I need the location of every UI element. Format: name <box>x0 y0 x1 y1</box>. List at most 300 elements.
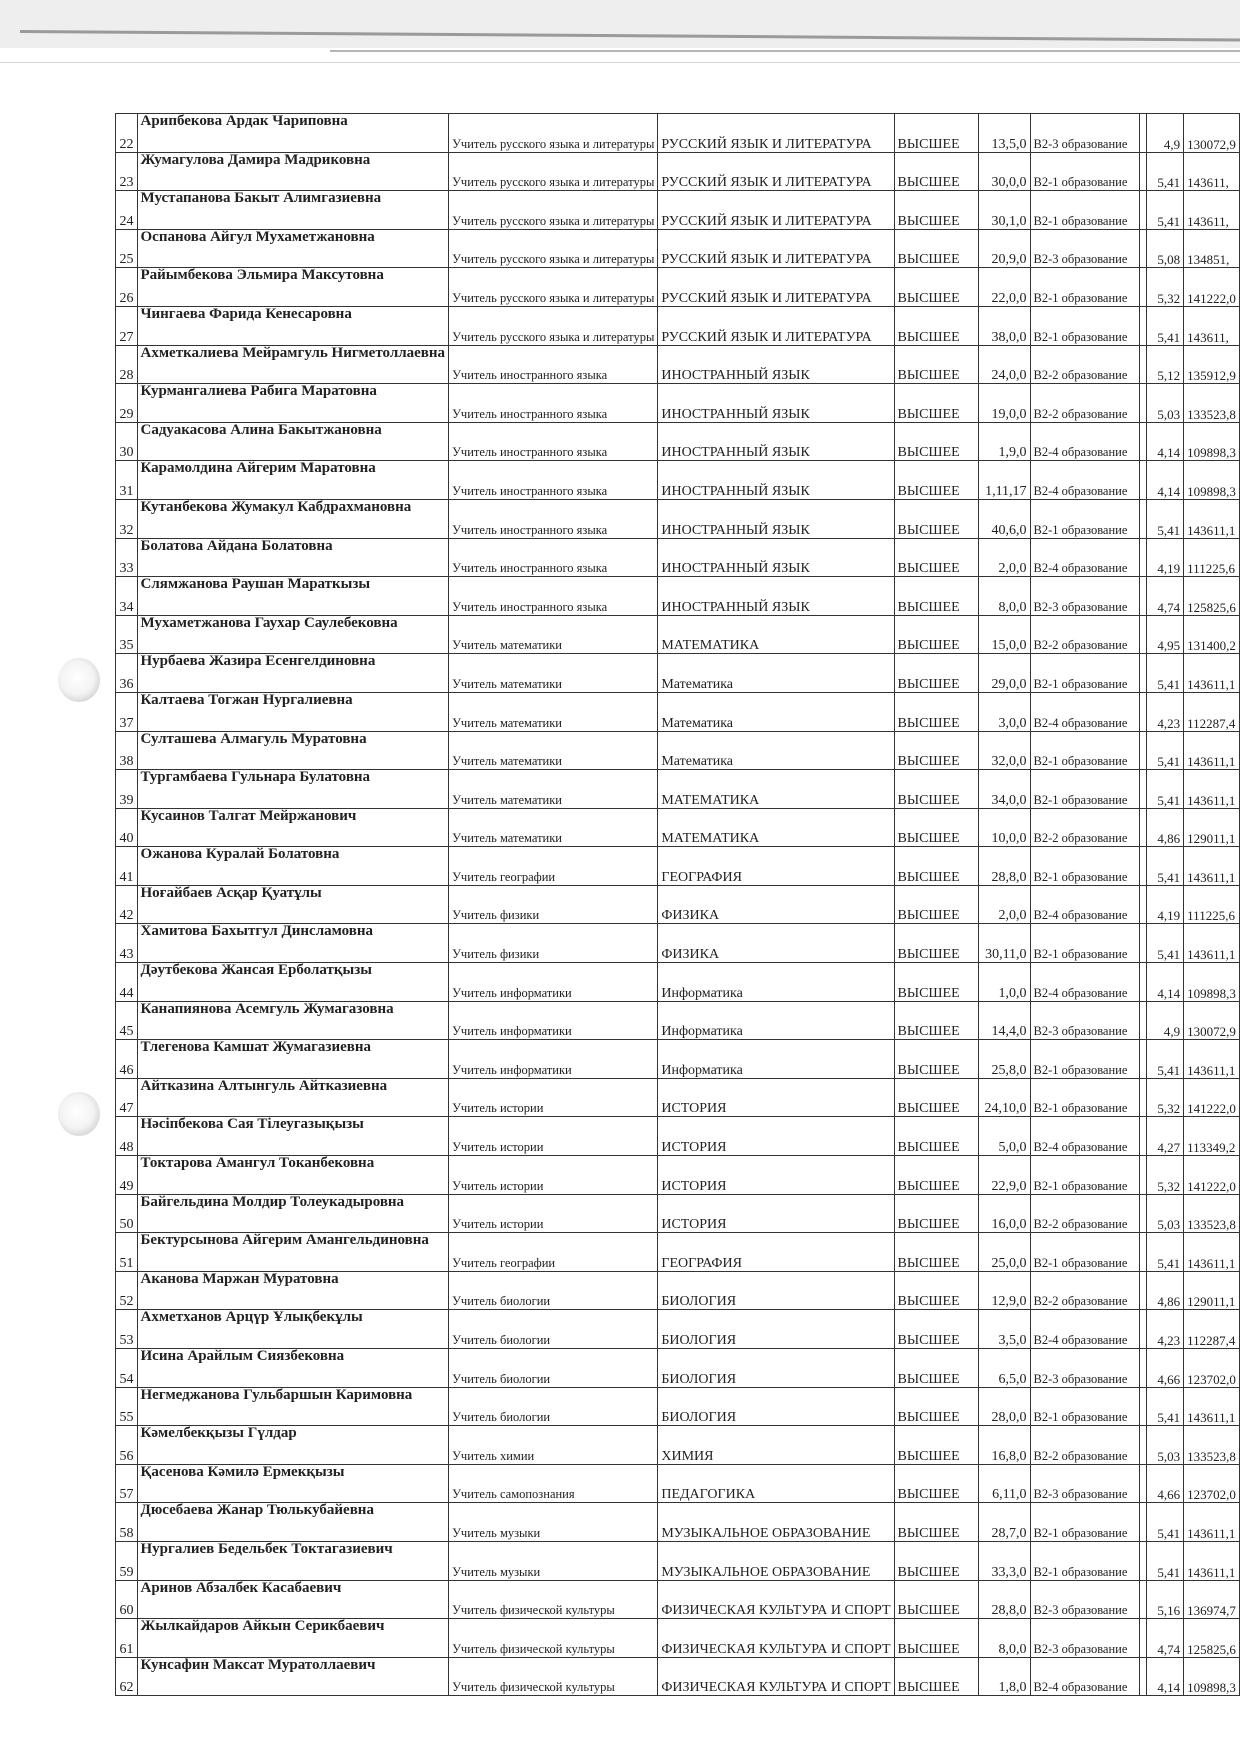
experience-cell: 24,10,0 <box>978 1078 1030 1117</box>
experience-cell: 1,11,17 <box>978 461 1030 500</box>
category-cell: В2-4 образование <box>1030 692 1139 731</box>
coefficient-cell: 4,95 <box>1146 615 1183 654</box>
coefficient-cell: 4,27 <box>1146 1117 1183 1156</box>
row-number: 32 <box>116 499 138 538</box>
position-cell: Учитель русского языка и литературы <box>449 306 658 345</box>
salary-cell: 143611,1 <box>1184 1040 1240 1079</box>
position-cell: Учитель географии <box>449 1233 658 1272</box>
education-cell: ВЫСШЕЕ <box>894 1503 978 1542</box>
teacher-name: Байгельдина Молдир Толеукадыровна <box>137 1194 449 1233</box>
salary-cell: 109898,3 <box>1184 1657 1240 1696</box>
teacher-name: Калтаева Тогжан Нургалиевна <box>137 692 449 731</box>
coefficient-cell: 5,41 <box>1146 1541 1183 1580</box>
coefficient-cell: 5,12 <box>1146 345 1183 384</box>
subject-cell: ХИМИЯ <box>658 1426 894 1465</box>
position-cell: Учитель биологии <box>449 1349 658 1388</box>
category-cell: В2-1 образование <box>1030 268 1139 307</box>
row-number: 29 <box>116 384 138 423</box>
teacher-name: Кусаинов Талгат Мейржанович <box>137 808 449 847</box>
category-cell: В2-3 образование <box>1030 229 1139 268</box>
experience-cell: 30,0,0 <box>978 152 1030 191</box>
position-cell: Учитель математики <box>449 692 658 731</box>
column-gap <box>1139 1657 1146 1696</box>
teacher-name: Мустапанова Бакыт Алимгазиевна <box>137 191 449 230</box>
salary-cell: 141222,0 <box>1184 1078 1240 1117</box>
row-number: 40 <box>116 808 138 847</box>
column-gap <box>1139 1156 1146 1195</box>
salary-cell: 130072,9 <box>1184 114 1240 153</box>
salary-cell: 112287,4 <box>1184 1310 1240 1349</box>
subject-cell: БИОЛОГИЯ <box>658 1310 894 1349</box>
row-number: 42 <box>116 885 138 924</box>
coefficient-cell: 4,74 <box>1146 1619 1183 1658</box>
position-cell: Учитель музыки <box>449 1503 658 1542</box>
teacher-name: Нургалиев Бедельбек Токтагазиевич <box>137 1541 449 1580</box>
category-cell: В2-2 образование <box>1030 808 1139 847</box>
subject-cell: ГЕОГРАФИЯ <box>658 1233 894 1272</box>
salary-cell: 133523,8 <box>1184 1426 1240 1465</box>
row-number: 59 <box>116 1541 138 1580</box>
subject-cell: ИНОСТРАННЫЙ ЯЗЫК <box>658 384 894 423</box>
category-cell: В2-1 образование <box>1030 1503 1139 1542</box>
salary-cell: 143611, <box>1184 152 1240 191</box>
category-cell: В2-1 образование <box>1030 731 1139 770</box>
salary-cell: 143611,1 <box>1184 924 1240 963</box>
category-cell: В2-3 образование <box>1030 1349 1139 1388</box>
education-cell: ВЫСШЕЕ <box>894 1078 978 1117</box>
coefficient-cell: 5,41 <box>1146 654 1183 693</box>
teacher-name: Дюсебаева Жанар Тюлькубайевна <box>137 1503 449 1542</box>
position-cell: Учитель истории <box>449 1194 658 1233</box>
subject-cell: ФИЗИЧЕСКАЯ КУЛЬТУРА И СПОРТ <box>658 1580 894 1619</box>
paper-edge-line <box>330 50 1240 52</box>
row-number: 35 <box>116 615 138 654</box>
experience-cell: 1,9,0 <box>978 422 1030 461</box>
experience-cell: 28,7,0 <box>978 1503 1030 1542</box>
experience-cell: 6,5,0 <box>978 1349 1030 1388</box>
paper-edge-line <box>0 62 1240 63</box>
table-row <box>116 1194 1240 1233</box>
subject-cell: РУССКИЙ ЯЗЫК И ЛИТЕРАТУРА <box>658 306 894 345</box>
subject-cell: БИОЛОГИЯ <box>658 1349 894 1388</box>
row-number: 52 <box>116 1271 138 1310</box>
subject-cell: ФИЗИЧЕСКАЯ КУЛЬТУРА И СПОРТ <box>658 1657 894 1696</box>
category-cell: В2-1 образование <box>1030 1040 1139 1079</box>
subject-cell: МАТЕМАТИКА <box>658 770 894 809</box>
experience-cell: 1,8,0 <box>978 1657 1030 1696</box>
experience-cell: 3,5,0 <box>978 1310 1030 1349</box>
column-gap <box>1139 114 1146 153</box>
education-cell: ВЫСШЕЕ <box>894 692 978 731</box>
row-number: 62 <box>116 1657 138 1696</box>
position-cell: Учитель истории <box>449 1078 658 1117</box>
teacher-name: Болатова Айдана Болатовна <box>137 538 449 577</box>
table-row <box>116 422 1240 461</box>
column-gap <box>1139 268 1146 307</box>
column-gap <box>1139 1349 1146 1388</box>
column-gap <box>1139 577 1146 616</box>
salary-cell: 134851, <box>1184 229 1240 268</box>
row-number: 31 <box>116 461 138 500</box>
position-cell: Учитель истории <box>449 1117 658 1156</box>
teacher-name: Садуакасова Алина Бакытжановна <box>137 422 449 461</box>
table-row <box>116 1426 1240 1465</box>
position-cell: Учитель биологии <box>449 1310 658 1349</box>
experience-cell: 5,0,0 <box>978 1117 1030 1156</box>
category-cell: В2-1 образование <box>1030 770 1139 809</box>
column-gap <box>1139 152 1146 191</box>
teacher-name: Слямжанова Раушан Мараткызы <box>137 577 449 616</box>
experience-cell: 16,8,0 <box>978 1426 1030 1465</box>
position-cell: Учитель физики <box>449 885 658 924</box>
row-number: 36 <box>116 654 138 693</box>
row-number: 47 <box>116 1078 138 1117</box>
category-cell: В2-1 образование <box>1030 191 1139 230</box>
teacher-name: Жылкайдаров Айкын Серикбаевич <box>137 1619 449 1658</box>
row-number: 22 <box>116 114 138 153</box>
salary-cell: 111225,6 <box>1184 885 1240 924</box>
salary-cell: 143611,1 <box>1184 1541 1240 1580</box>
table-row <box>116 1271 1240 1310</box>
subject-cell: МУЗЫКАЛЬНОЕ ОБРАЗОВАНИЕ <box>658 1541 894 1580</box>
teacher-name: Ожанова Куралай Болатовна <box>137 847 449 886</box>
column-gap <box>1139 1387 1146 1426</box>
experience-cell: 6,11,0 <box>978 1464 1030 1503</box>
table-row <box>116 1040 1240 1079</box>
salary-cell: 125825,6 <box>1184 577 1240 616</box>
table-row <box>116 114 1240 153</box>
column-gap <box>1139 1580 1146 1619</box>
table-row <box>116 1117 1240 1156</box>
column-gap <box>1139 1078 1146 1117</box>
teacher-name: Аканова Маржан Муратовна <box>137 1271 449 1310</box>
row-number: 45 <box>116 1001 138 1040</box>
position-cell: Учитель математики <box>449 615 658 654</box>
category-cell: В2-1 образование <box>1030 924 1139 963</box>
column-gap <box>1139 1426 1146 1465</box>
salary-cell: 143611, <box>1184 191 1240 230</box>
experience-cell: 1,0,0 <box>978 963 1030 1002</box>
category-cell: В2-2 образование <box>1030 1426 1139 1465</box>
staff-table-body <box>116 114 1240 1696</box>
subject-cell: ИСТОРИЯ <box>658 1194 894 1233</box>
teacher-name: Дәутбекова Жансая Ерболатқызы <box>137 963 449 1002</box>
category-cell: В2-4 образование <box>1030 538 1139 577</box>
row-number: 26 <box>116 268 138 307</box>
row-number: 38 <box>116 731 138 770</box>
position-cell: Учитель русского языка и литературы <box>449 152 658 191</box>
teacher-name: Тургамбаева Гульнара Булатовна <box>137 770 449 809</box>
education-cell: ВЫСШЕЕ <box>894 1001 978 1040</box>
category-cell: В2-1 образование <box>1030 847 1139 886</box>
education-cell: ВЫСШЕЕ <box>894 114 978 153</box>
position-cell: Учитель математики <box>449 731 658 770</box>
table-row <box>116 1387 1240 1426</box>
teacher-name: Мухаметжанова Гаухар Саулебековна <box>137 615 449 654</box>
education-cell: ВЫСШЕЕ <box>894 808 978 847</box>
salary-cell: 111225,6 <box>1184 538 1240 577</box>
category-cell: В2-3 образование <box>1030 114 1139 153</box>
experience-cell: 19,0,0 <box>978 384 1030 423</box>
experience-cell: 8,0,0 <box>978 1619 1030 1658</box>
column-gap <box>1139 461 1146 500</box>
education-cell: ВЫСШЕЕ <box>894 461 978 500</box>
subject-cell: Математика <box>658 731 894 770</box>
table-row <box>116 499 1240 538</box>
category-cell: В2-1 образование <box>1030 1156 1139 1195</box>
position-cell: Учитель русского языка и литературы <box>449 114 658 153</box>
subject-cell: ИСТОРИЯ <box>658 1156 894 1195</box>
subject-cell: Информатика <box>658 1040 894 1079</box>
teacher-name: Оспанова Айгул Мухаметжановна <box>137 229 449 268</box>
subject-cell: РУССКИЙ ЯЗЫК И ЛИТЕРАТУРА <box>658 152 894 191</box>
salary-cell: 143611,1 <box>1184 654 1240 693</box>
table-row <box>116 1156 1240 1195</box>
column-gap <box>1139 422 1146 461</box>
row-number: 37 <box>116 692 138 731</box>
experience-cell: 14,4,0 <box>978 1001 1030 1040</box>
position-cell: Учитель химии <box>449 1426 658 1465</box>
table-row <box>116 538 1240 577</box>
table-row <box>116 306 1240 345</box>
column-gap <box>1139 654 1146 693</box>
education-cell: ВЫСШЕЕ <box>894 1387 978 1426</box>
education-cell: ВЫСШЕЕ <box>894 422 978 461</box>
teacher-name: Чингаева Фарида Кенесаровна <box>137 306 449 345</box>
coefficient-cell: 4,23 <box>1146 692 1183 731</box>
subject-cell: ИНОСТРАННЫЙ ЯЗЫК <box>658 499 894 538</box>
coefficient-cell: 5,03 <box>1146 1426 1183 1465</box>
category-cell: В2-3 образование <box>1030 1580 1139 1619</box>
subject-cell: ФИЗИКА <box>658 885 894 924</box>
column-gap <box>1139 306 1146 345</box>
row-number: 39 <box>116 770 138 809</box>
coefficient-cell: 4,23 <box>1146 1310 1183 1349</box>
education-cell: ВЫСШЕЕ <box>894 1580 978 1619</box>
top-paper-shadow <box>0 0 1240 48</box>
category-cell: В2-1 образование <box>1030 1078 1139 1117</box>
column-gap <box>1139 615 1146 654</box>
position-cell: Учитель русского языка и литературы <box>449 191 658 230</box>
category-cell: В2-3 образование <box>1030 1464 1139 1503</box>
education-cell: ВЫСШЕЕ <box>894 1233 978 1272</box>
salary-cell: 136974,7 <box>1184 1580 1240 1619</box>
teacher-name: Кутанбекова Жумакул Кабдрахмановна <box>137 499 449 538</box>
column-gap <box>1139 1464 1146 1503</box>
education-cell: ВЫСШЕЕ <box>894 499 978 538</box>
category-cell: В2-1 образование <box>1030 1233 1139 1272</box>
category-cell: В2-1 образование <box>1030 306 1139 345</box>
table-row <box>116 1001 1240 1040</box>
experience-cell: 32,0,0 <box>978 731 1030 770</box>
experience-cell: 24,0,0 <box>978 345 1030 384</box>
position-cell: Учитель иностранного языка <box>449 384 658 423</box>
coefficient-cell: 4,86 <box>1146 1271 1183 1310</box>
table-row <box>116 731 1240 770</box>
table-row <box>116 1580 1240 1619</box>
position-cell: Учитель истории <box>449 1156 658 1195</box>
position-cell: Учитель физической культуры <box>449 1657 658 1696</box>
position-cell: Учитель физической культуры <box>449 1619 658 1658</box>
position-cell: Учитель математики <box>449 808 658 847</box>
position-cell: Учитель биологии <box>449 1387 658 1426</box>
education-cell: ВЫСШЕЕ <box>894 268 978 307</box>
position-cell: Учитель музыки <box>449 1541 658 1580</box>
row-number: 25 <box>116 229 138 268</box>
row-number: 54 <box>116 1349 138 1388</box>
coefficient-cell: 4,14 <box>1146 422 1183 461</box>
category-cell: В2-4 образование <box>1030 1117 1139 1156</box>
teacher-name: Карамолдина Айгерим Маратовна <box>137 461 449 500</box>
experience-cell: 29,0,0 <box>978 654 1030 693</box>
row-number: 58 <box>116 1503 138 1542</box>
coefficient-cell: 5,08 <box>1146 229 1183 268</box>
salary-cell: 129011,1 <box>1184 808 1240 847</box>
education-cell: ВЫСШЕЕ <box>894 1349 978 1388</box>
row-number: 44 <box>116 963 138 1002</box>
subject-cell: РУССКИЙ ЯЗЫК И ЛИТЕРАТУРА <box>658 114 894 153</box>
table-row <box>116 461 1240 500</box>
position-cell: Учитель иностранного языка <box>449 461 658 500</box>
experience-cell: 34,0,0 <box>978 770 1030 809</box>
education-cell: ВЫСШЕЕ <box>894 885 978 924</box>
education-cell: ВЫСШЕЕ <box>894 1619 978 1658</box>
teacher-name: Курмангалиева Рабига Маратовна <box>137 384 449 423</box>
column-gap <box>1139 1503 1146 1542</box>
category-cell: В2-2 образование <box>1030 345 1139 384</box>
coefficient-cell: 4,19 <box>1146 538 1183 577</box>
coefficient-cell: 5,41 <box>1146 1040 1183 1079</box>
row-number: 24 <box>116 191 138 230</box>
coefficient-cell: 4,19 <box>1146 885 1183 924</box>
column-gap <box>1139 1541 1146 1580</box>
coefficient-cell: 5,32 <box>1146 1078 1183 1117</box>
salary-cell: 141222,0 <box>1184 1156 1240 1195</box>
salary-cell: 143611, <box>1184 306 1240 345</box>
row-number: 57 <box>116 1464 138 1503</box>
table-row <box>116 1503 1240 1542</box>
salary-cell: 143611,1 <box>1184 770 1240 809</box>
coefficient-cell: 5,41 <box>1146 1503 1183 1542</box>
education-cell: ВЫСШЕЕ <box>894 654 978 693</box>
category-cell: В2-1 образование <box>1030 152 1139 191</box>
coefficient-cell: 5,41 <box>1146 191 1183 230</box>
position-cell: Учитель математики <box>449 654 658 693</box>
subject-cell: ИНОСТРАННЫЙ ЯЗЫК <box>658 461 894 500</box>
salary-cell: 109898,3 <box>1184 422 1240 461</box>
column-gap <box>1139 499 1146 538</box>
teacher-name: Исина Арайлым Сиязбековна <box>137 1349 449 1388</box>
row-number: 30 <box>116 422 138 461</box>
teacher-name: Жумагулова Дамира Мадриковна <box>137 152 449 191</box>
education-cell: ВЫСШЕЕ <box>894 384 978 423</box>
category-cell: В2-1 образование <box>1030 1541 1139 1580</box>
salary-cell: 143611,1 <box>1184 1233 1240 1272</box>
coefficient-cell: 5,41 <box>1146 1233 1183 1272</box>
experience-cell: 28,8,0 <box>978 1580 1030 1619</box>
column-gap <box>1139 963 1146 1002</box>
teacher-name: Тлегенова Камшат Жумагазиевна <box>137 1040 449 1079</box>
coefficient-cell: 5,41 <box>1146 499 1183 538</box>
teacher-name: Канапиянова Асемгуль Жумагазовна <box>137 1001 449 1040</box>
table-row <box>116 615 1240 654</box>
table-row <box>116 1541 1240 1580</box>
coefficient-cell: 4,86 <box>1146 808 1183 847</box>
column-gap <box>1139 1040 1146 1079</box>
row-number: 51 <box>116 1233 138 1272</box>
education-cell: ВЫСШЕЕ <box>894 1426 978 1465</box>
education-cell: ВЫСШЕЕ <box>894 1040 978 1079</box>
coefficient-cell: 4,66 <box>1146 1349 1183 1388</box>
column-gap <box>1139 692 1146 731</box>
column-gap <box>1139 229 1146 268</box>
experience-cell: 38,0,0 <box>978 306 1030 345</box>
table-row <box>116 924 1240 963</box>
table-row <box>116 268 1240 307</box>
column-gap <box>1139 885 1146 924</box>
column-gap <box>1139 924 1146 963</box>
punch-hole <box>58 1092 100 1136</box>
education-cell: ВЫСШЕЕ <box>894 963 978 1002</box>
subject-cell: ИНОСТРАННЫЙ ЯЗЫК <box>658 577 894 616</box>
position-cell: Учитель русского языка и литературы <box>449 229 658 268</box>
subject-cell: Информатика <box>658 963 894 1002</box>
column-gap <box>1139 1117 1146 1156</box>
category-cell: В2-4 образование <box>1030 885 1139 924</box>
column-gap <box>1139 847 1146 886</box>
salary-cell: 135912,9 <box>1184 345 1240 384</box>
experience-cell: 15,0,0 <box>978 615 1030 654</box>
coefficient-cell: 5,32 <box>1146 1156 1183 1195</box>
salary-cell: 109898,3 <box>1184 963 1240 1002</box>
coefficient-cell: 5,41 <box>1146 731 1183 770</box>
column-gap <box>1139 808 1146 847</box>
coefficient-cell: 4,74 <box>1146 577 1183 616</box>
teacher-name: Ахметханов Арцүр Ұлықбекұлы <box>137 1310 449 1349</box>
salary-cell: 143611,1 <box>1184 731 1240 770</box>
position-cell: Учитель математики <box>449 770 658 809</box>
salary-cell: 113349,2 <box>1184 1117 1240 1156</box>
coefficient-cell: 5,03 <box>1146 384 1183 423</box>
experience-cell: 2,0,0 <box>978 885 1030 924</box>
category-cell: В2-4 образование <box>1030 422 1139 461</box>
experience-cell: 33,3,0 <box>978 1541 1030 1580</box>
column-gap <box>1139 1271 1146 1310</box>
category-cell: В2-2 образование <box>1030 1194 1139 1233</box>
category-cell: В2-4 образование <box>1030 1657 1139 1696</box>
row-number: 61 <box>116 1619 138 1658</box>
education-cell: ВЫСШЕЕ <box>894 229 978 268</box>
subject-cell: ПЕДАГОГИКА <box>658 1464 894 1503</box>
coefficient-cell: 5,03 <box>1146 1194 1183 1233</box>
experience-cell: 2,0,0 <box>978 538 1030 577</box>
row-number: 34 <box>116 577 138 616</box>
row-number: 23 <box>116 152 138 191</box>
column-gap <box>1139 731 1146 770</box>
category-cell: В2-1 образование <box>1030 499 1139 538</box>
education-cell: ВЫСШЕЕ <box>894 345 978 384</box>
punch-hole <box>58 658 100 702</box>
coefficient-cell: 5,41 <box>1146 152 1183 191</box>
experience-cell: 20,9,0 <box>978 229 1030 268</box>
column-gap <box>1139 538 1146 577</box>
table-row <box>116 191 1240 230</box>
category-cell: В2-3 образование <box>1030 577 1139 616</box>
teacher-name: Султашева Алмагуль Муратовна <box>137 731 449 770</box>
category-cell: В2-1 образование <box>1030 654 1139 693</box>
category-cell: В2-3 образование <box>1030 1001 1139 1040</box>
education-cell: ВЫСШЕЕ <box>894 191 978 230</box>
